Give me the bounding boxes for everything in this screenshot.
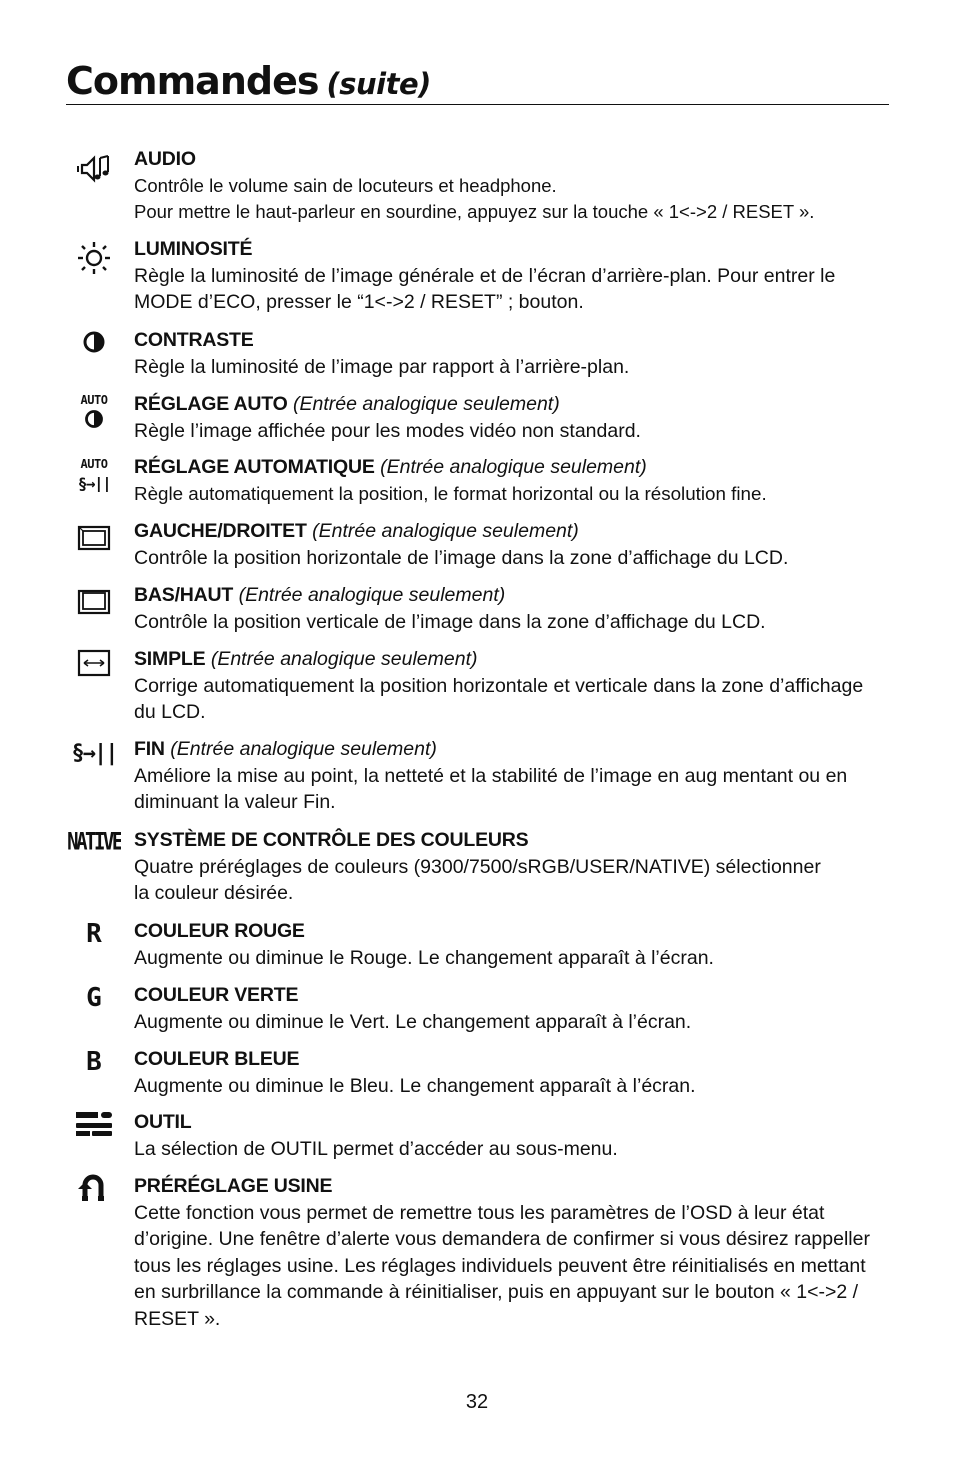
entry-text: [134, 736, 886, 816]
entry-text: [134, 518, 886, 571]
entry-heading: SIMPLE: [134, 648, 206, 670]
entry-body: Corrige automatiquement la position horizontale et verticale dans la zone d’affichage du LCD.: [134, 674, 864, 724]
auto-adjust-icon: [66, 456, 122, 500]
entry-note: (Entrée analogique seulement): [238, 584, 506, 606]
horizontal-position-icon: [66, 523, 122, 567]
entry-text: [134, 827, 886, 907]
entry-body: Règle automatiquement la position, le format horizontal ou la résolution fine.: [134, 482, 767, 504]
factory-reset-icon: [66, 1173, 122, 1217]
page-title: [66, 58, 889, 105]
svg-text:§→||: §→||: [77, 474, 111, 492]
entry-heading: COULEUR VERTE: [134, 984, 299, 1006]
green-g-icon: [66, 982, 122, 1026]
entry-text: [134, 236, 886, 316]
entry-text: [134, 146, 886, 226]
entry-note: (Entrée analogique seulement): [312, 520, 579, 542]
contrast-icon: [66, 331, 122, 375]
auto-contrast-icon: [66, 392, 122, 436]
entry-body: Quatre préréglages de couleurs (9300/7500/sRGB/USER/NATIVE) sélectionner la couleur désirée.: [134, 855, 821, 905]
title-suffix: (suite): [326, 67, 431, 101]
entry-body: Contrôle la position verticale de l’image dans la zone d’affichage du LCD.: [134, 610, 766, 633]
entry-text: [134, 1109, 886, 1162]
red-r-icon: [66, 918, 122, 962]
entry-note: (Entrée analogique seulement): [293, 393, 560, 415]
h-size-icon: [66, 649, 122, 693]
svg-text:AUTO: AUTO: [80, 393, 108, 407]
entry-body: Augmente ou diminue le Vert. Le changement apparaît à l’écran.: [134, 1010, 692, 1033]
entry-heading: AUDIO: [134, 148, 196, 170]
entry-heading: RÉGLAGE AUTO: [134, 393, 288, 415]
entry-text: [134, 1173, 886, 1333]
entry-heading: FIN: [134, 738, 165, 760]
entry-heading: COULEUR BLEUE: [134, 1048, 300, 1070]
page-number: 32: [465, 1391, 489, 1413]
blue-b-icon: [66, 1046, 122, 1090]
entry-heading: GAUCHE/DROITET: [134, 520, 307, 542]
native-color-icon: [66, 827, 122, 871]
entry-heading: PRÉRÉGLAGE USINE: [134, 1175, 333, 1197]
svg-text:§→||: §→||: [71, 741, 117, 766]
entry-body: Augmente ou diminue le Rouge. Le changement apparaît à l’écran.: [134, 946, 714, 969]
entry-heading: COULEUR ROUGE: [134, 920, 305, 942]
fine-icon: [66, 736, 122, 780]
entry-body: Règle l’image affichée pour les modes vidéo non standard.: [134, 419, 641, 442]
entry-heading: CONTRASTE: [134, 329, 254, 351]
entry-body: Améliore la mise au point, la netteté et la stabilité de l’image en aug mentant ou en diminuant la valeur Fin.: [134, 764, 848, 814]
entry-text: [134, 327, 886, 380]
entry-text: [134, 391, 886, 444]
entry-heading: LUMINOSITÉ: [134, 238, 253, 260]
entry-body: Augmente ou diminue le Bleu. Le changement apparaît à l’écran.: [134, 1074, 696, 1097]
vertical-position-icon: [66, 587, 122, 631]
entry-text: [134, 646, 886, 726]
svg-text:NATIVE: NATIVE: [67, 828, 121, 857]
tool-icon: [66, 1109, 122, 1153]
entry-body: Cette fonction vous permet de remettre tous les paramètres de l’OSD à leur état d’origine. Une fenêtre d’alerte vous demandera de confirmer si vous désirez rappeller tous les réglages usine. Les réglages individuels peuvent être réinitialisés en mettant en surbrillance la commande à réinitialiser, puis en appuyant sur le bouton « 1<->2 / RESET ».: [134, 1201, 870, 1330]
svg-text:AUTO: AUTO: [80, 457, 108, 471]
entry-heading: RÉGLAGE AUTOMATIQUE: [134, 456, 375, 478]
svg-text:R: R: [86, 919, 102, 948]
title-main: Commandes: [66, 59, 319, 103]
entry-heading: BAS/HAUT: [134, 584, 234, 606]
entry-heading: SYSTÈME DE CONTRÔLE DES COULEURS: [134, 829, 529, 851]
entry-body: Règle la luminosité de l’image générale et de l’écran d’arrière-plan. Pour entrer le MODE d’ECO, presser le “1<->2 / RESET” ; bouton.: [134, 264, 836, 314]
entry-body: La sélection de OUTIL permet d’accéder au sous-menu.: [134, 1137, 618, 1160]
svg-text:G: G: [86, 983, 102, 1012]
entry-note: (Entrée analogique seulement): [380, 456, 647, 478]
entry-note: (Entrée analogique seulement): [170, 738, 437, 760]
entry-heading: OUTIL: [134, 1111, 192, 1133]
entry-text: [134, 918, 886, 971]
entry-text: [134, 1046, 886, 1099]
entry-body: Contrôle le volume sain de locuteurs et headphone. Pour mettre le haut-parleur en sourdine, appuyez sur la touche « 1<->2 / RESET ».: [134, 174, 815, 223]
entry-text: [134, 454, 886, 507]
entry-note: (Entrée analogique seulement): [210, 648, 478, 670]
entry-text: [134, 582, 886, 635]
sun-brightness-icon: [66, 240, 122, 284]
entry-text: [134, 982, 886, 1035]
svg-text:B: B: [86, 1047, 102, 1076]
entry-body: Règle la luminosité de l’image par rapport à l’arrière-plan.: [134, 355, 630, 378]
speaker-music-icon: [66, 152, 122, 196]
entry-body: Contrôle la position horizontale de l’image dans la zone d’affichage du LCD.: [134, 546, 789, 569]
